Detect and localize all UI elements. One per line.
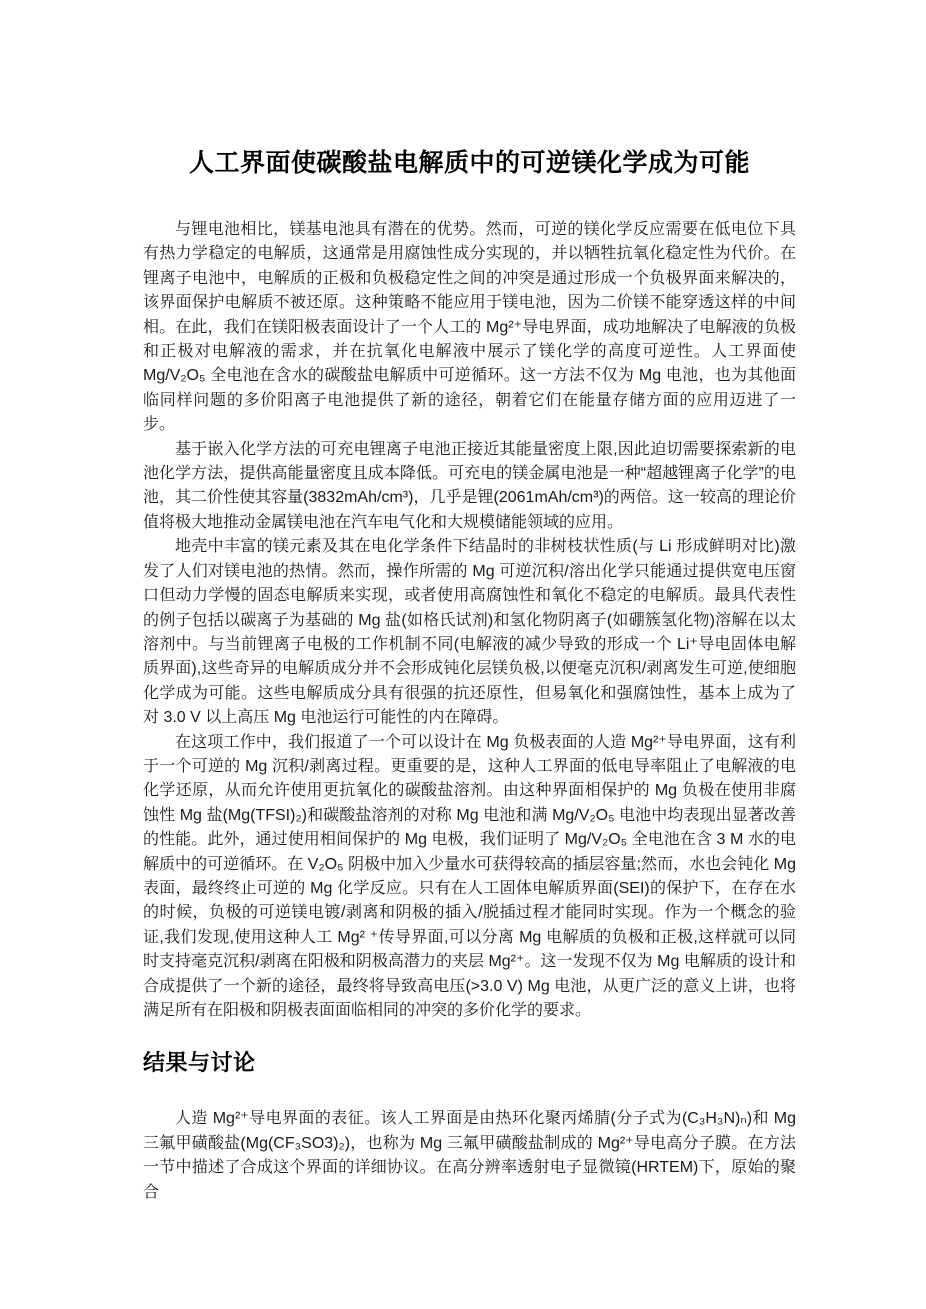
intro-paragraph-3: 地壳中丰富的镁元素及其在电化学条件下结晶时的非树枝状性质(与 Li 形成鲜明对比)激发了人们对镁电池的热情。然而，操作所需的 Mg 可逆沉积/溶出化学只能通过提供宽电压窗口但动力学慢的固态电解质来实现，或者使用高腐蚀性和氧化不稳定的电解质。最具代表性的例子包括以碳离子为基础的 Mg 盐(如格氏试剂)和氢化物阴离子(如硼簇氢化物)溶解在以太溶剂中。与当前锂离子电极的工作机制不同(电解液的减少导致的形成一个 Li⁺导电固体电解质界面),这些奇异的电解质成分并不会形成钝化层镁负极,以便毫克沉积/剥离发生可逆,使细胞化学成为可能。这些电解质成分具有很强的抗还原性，但易氧化和强腐蚀性，基本上成为了对 3.0 V 以上高压 Mg 电池运行可能性的内在障碍。 (143, 538, 796, 727)
intro-paragraph-2: 基于嵌入化学方法的可充电锂离子电池正接近其能量密度上限,因此迫切需要探索新的电池化学方法，提供高能量密度且成本降低。可充电的镁金属电池是一种“超越锂离子化学”的电池，其二价性使其容量(3832mAh/cm³)，几乎是锂(2061mAh/cm³)的两倍。这一较高的理论价值将极大地推动金属镁电池在汽车电气化和大规模储能领域的应用。 (143, 440, 796, 531)
document-title: 人工界面使碳酸盐电解质中的可逆镁化学成为可能 (188, 149, 750, 177)
intro-paragraph-4: 在这项工作中，我们报道了一个可以设计在 Mg 负极表面的人造 Mg²⁺导电界面，这有利于一个可逆的 Mg 沉积/剥离过程。更重要的是，这种人工界面的低电导率阻止了电解液的电化学还原，从而允许使用更抗氧化的碳酸盐溶剂。由这种界面相保护的 Mg 负极在使用非腐蚀性 Mg 盐(Mg(TFSI)₂)和碳酸盐溶剂的对称 Mg 电池和满 Mg/V₂O₅ 电池中均表现出显著改善的性能。此外，通过使用相间保护的 Mg 电极，我们证明了 Mg/V₂O₅ 全电池在含 3 M 水的电解质中的可逆循环。在 V₂O₅ 阴极中加入少量水可获得较高的插层容量;然而，水也会钝化 Mg 表面，最终终止可逆的 Mg 化学反应。只有在人工固体电解质界面(SEI)的保护下，在存在水的时候，负极的可逆镁电镀/剥离和阴极的插入/脱插过程才能同时实现。作为一个概念的验证,我们发现,使用这种人工 Mg² ⁺传导界面,可以分离 Mg 电解质的负极和正极,这样就可以同时支持毫克沉积/剥离在阳极和阴极高潜力的夹层 Mg²⁺。这一发现不仅为 Mg 电解质的设计和合成提供了一个新的途径，最终将导致高电压(>3.0 V) Mg 电池，从更广泛的意义上讲，也将满足所有在阳极和阴极表面面临相同的冲突的多价化学的要求。 (143, 733, 796, 1019)
section-heading-results-and-discussion: 结果与讨论 (143, 1050, 256, 1076)
section-paragraph-1: 人造 Mg²⁺导电界面的表征。该人工界面是由热环化聚丙烯腈(分子式为(C₃H₃N)ₙ)和 Mg 三氟甲磺酸盐(Mg(CF₃SO3)₂)，也称为 Mg 三氟甲磺酸盐制成的 Mg²⁺导电高分子膜。在方法一节中描述了合成这个界面的详细协议。在高分辨率透射电子显微镜(HRTEM)下，原始的聚合 (143, 1110, 796, 1201)
document-body (143, 218, 796, 1205)
intro-paragraph-1: 与锂电池相比，镁基电池具有潜在的优势。然而，可逆的镁化学反应需要在低电位下具有热力学稳定的电解质，这通常是用腐蚀性成分实现的，并以牺牲抗氧化稳定性为代价。在锂离子电池中，电解质的正极和负极稳定性之间的冲突是通过形成一个负极界面来解决的，该界面保护电解质不被还原。这种策略不能应用于镁电池，因为二价镁不能穿透这样的中间相。在此，我们在镁阳极表面设计了一个人工的 Mg²⁺导电界面，成功地解决了电解液的负极和正极对电解液的需求，并在抗氧化电解液中展示了镁化学的高度可逆性。人工界面使 Mg/V₂O₅ 全电池在含水的碳酸盐电解质中可逆循环。这一方法不仅为 Mg 电池，也为其他面临同样问题的多价阳离子电池提供了新的途径，朝着它们在能量存储方面的应用迈进了一步。 (143, 221, 796, 434)
